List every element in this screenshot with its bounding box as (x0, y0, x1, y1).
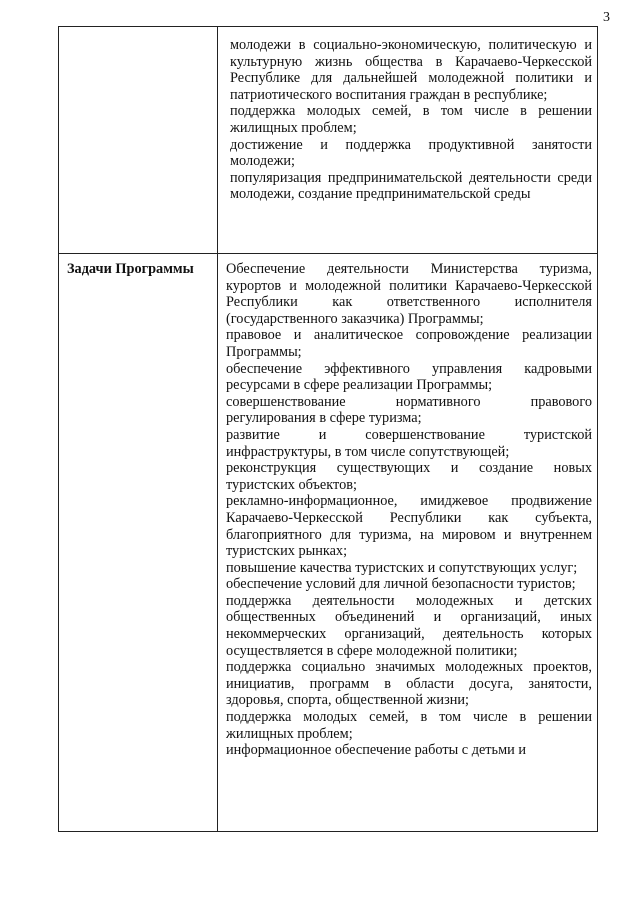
paragraph: рекламно-информационное, имиджевое продвижение Карачаево-Черкесской Республики как субъекта, благоприятного для туризма, на мировом и внутреннем туристских рынках; (226, 493, 592, 560)
page-number: 3 (603, 10, 610, 25)
paragraph: повышение качества туристских и сопутствующих услуг; (226, 559, 578, 576)
program-passport-table (58, 26, 598, 832)
paragraph: поддержка социально значимых молодежных проектов, инициатив, программ в области досуга, занятости, здоровья, спорта, общественной жизни; (226, 659, 592, 709)
paragraph: информационное обеспечение работы с детьми и (226, 742, 527, 759)
table-row-continuation (59, 27, 598, 254)
paragraph: обеспечение условий для личной безопасности туристов; (226, 576, 576, 593)
paragraph: правовое и аналитическое сопровождение реализации Программы; (226, 327, 592, 360)
paragraph: реконструкция существующих и создание новых туристских объектов; (226, 460, 592, 493)
paragraph: обеспечение эффективного управления кадровыми ресурсами в сфере реализации Программы; (226, 360, 592, 394)
row-content-tasks (218, 254, 598, 832)
row-label-tasks: Задачи Программы (59, 254, 218, 832)
row-content-goals (218, 27, 598, 254)
row-label-empty (59, 27, 218, 254)
paragraph: поддержка деятельности молодежных и детских общественных объединений и организаций, иных некоммерческих организаций, деятельность которых осуществляется в сфере молодежной политики; (226, 592, 592, 659)
paragraph: поддержка молодых семей, в том числе в решении жилищных проблем; (230, 103, 592, 136)
paragraph: Обеспечение деятельности Министерства туризма, курортов и молодежной политики Карачаево-Черкесской Республики как ответственного исполнителя (государственного заказчика) Программы; (226, 261, 592, 327)
paragraph: молодежи в социально-экономическую, политическую и культурную жизнь общества в Карачаево-Черкесской Республике для дальнейшей молодежной политики и патриотического воспитания граждан в республике; (230, 37, 592, 103)
paragraph: развитие и совершенствование туристской инфраструктуры, в том числе сопутствующей; (226, 426, 592, 460)
paragraph: популяризация предпринимательской деятельности среди молодежи, создание предпринимательской среды (230, 169, 592, 203)
paragraph: поддержка молодых семей, в том числе в решении жилищных проблем; (226, 709, 592, 742)
paragraph: достижение и поддержка продуктивной занятости молодежи; (230, 136, 592, 170)
table-row-tasks (59, 254, 598, 832)
paragraph: совершенствование нормативного правового регулирования в сфере туризма; (226, 393, 592, 427)
